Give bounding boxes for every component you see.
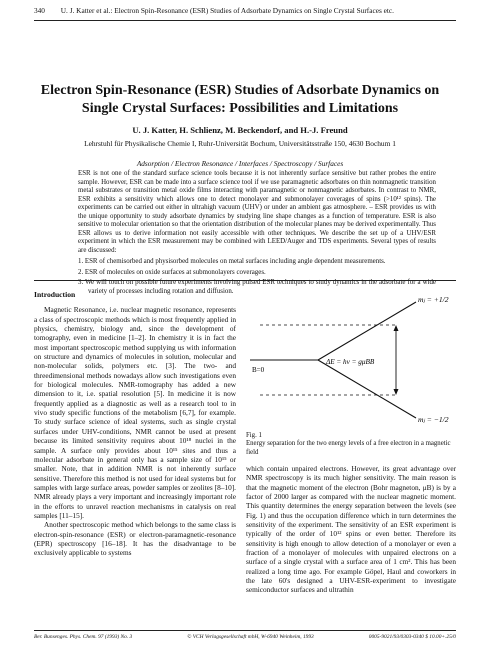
right-paragraph: which contain unpaired electrons. However, its great advantage over NMR spectroscopy is its much higher sensitivity. The main reason is that the magnetic moment of the electron (Bohr magneton, μB) is by a factor of 2000 larger as compared with the nuclear magnetic moment. This quantity determines the energy separation between the levels (see Fig. 1) and thus the occupation difference which in turn determines the sensitivity of the experiment. The sensitivity of an ESR experiment is typically of the order of 10¹² spins or even better. Therefore its sensitivity is high enough to allow detection of a monolayer or even a fraction of a monolayer of molecules with unpaired electrons on a surface of a single crystal with a surface area of 1 cm². This has been realized a long time ago. For example Göpel, Haul and coworkers in the late 60's designed a UHV-ESR-experiment to investigate semiconductor surfaces and ultrathin [246, 464, 456, 595]
energy-level-diagram [246, 288, 458, 428]
abstract [78, 170, 436, 298]
footer-journal: Ber. Bunsenges. Phys. Chem. 97 (1993) No. 3 [34, 634, 133, 640]
footer-code: 0005-9021/93/0303-0340 $ 10.00+.25/0 [368, 634, 456, 640]
figure-energy-levels [246, 288, 458, 428]
page-footer [34, 634, 456, 640]
caption-text: Energy separation for the two energy levels of a free electron in a magnetic field [246, 440, 451, 456]
keywords: Adsorption / Electron Resonance / Interfaces / Spectroscopy / Surfaces [136, 159, 344, 168]
intro-paragraph: Magnetic Resonance, i.e. nuclear magnetic resonance, represents a class of spectroscopic methods which is most frequently applied in physics, chemistry, biology and, since the development of tomography, even in medicine [1–2]. In chemistry it is in fact the most important spectroscopic method supplying us with information on structure and dynamics of molecules in solution, molecular and non-molecular solids, polymers etc. [3]. The two- and threedimensional methods nowadays allow such investigations even for biological molecules. NMR-tomography has added a new dimension to it, i.e. spatial resolution [5]. In medicine it is now frequently applied as a diagnostic as well as a research tool to in vivo study specific functions of the metabolism [6,7], for example. To study surface science of ideal systems, such as single crystal surfaces under UHV-conditions, NMR cannot be used at present because its limited sensitivity requires about 10¹⁸ nuclei in the sample. A surface only provides about 10¹⁵ sites and thus a molecular adsorbate in general only has a sample size of 10¹⁵ or smaller. Note, that in addition NMR is not inherently surface sensitive. Therefore this method is not used for ideal systems but for samples with large surface areas, powder samples or zeolites [8–10]. NMR already plays a very important and increasingly important role in the efforts to unravel reaction mechanisms in catalysis on real samples [11–15]. [34, 305, 236, 520]
figure-caption [246, 432, 456, 457]
section-rule [34, 280, 456, 281]
arrow-head-down [394, 389, 399, 395]
arrow-head-up [394, 325, 399, 331]
label-mj-plus: mⱼ = +1/2 [418, 295, 449, 304]
right-column [246, 464, 456, 595]
header-rule [34, 20, 456, 21]
caption-label: Fig. 1 [246, 432, 262, 439]
affiliation: Lehrstuhl für Physikalische Chemie I, Ruhr-Universität Bochum, Universitätsstraße 150, 4630 Bochum 1 [84, 139, 396, 148]
lower-level-line [318, 360, 416, 418]
left-column [34, 290, 236, 558]
running-header [34, 6, 456, 15]
abstract-item: 2. ESR of molecules on oxide surfaces at submonolayers coverages. [78, 268, 266, 276]
author-list: U. J. Katter, H. Schlienz, M. Beckendorf, and H.-J. Freund [132, 125, 348, 135]
paper-title: Electron Spin-Resonance (ESR) Studies of Adsorbate Dynamics on Single Crystal Surfaces: Possibilities and Limitations [40, 83, 440, 116]
intro-heading: Introduction [34, 290, 76, 299]
label-mj-minus: mⱼ = −1/2 [418, 415, 449, 424]
upper-level-line [318, 302, 416, 360]
intro-paragraph: Another spectroscopic method which belongs to the same class is electron-spin-resonance (ESR) or electron-paramagnetic-resonance (EPR) spectroscopy [16–18]. It has the disadvantage to be exclusively applicable to systems [34, 520, 236, 558]
abstract-item: 3. We will touch on possible future experiments involving pulsed ESR techniques to study dynamics in the adsorbate for a wide variety of processes including rotation and diffusion. [78, 279, 436, 295]
label-delta-e: ΔE = hν = gμBB [326, 358, 375, 366]
label-b0: B=0 [252, 366, 265, 374]
footer-publisher: © VCH Verlagsgesellschaft mbH, W-6940 Weinheim, 1993 [187, 634, 314, 640]
abstract-item: 1. ESR of chemisorbed and physisorbed molecules on metal surfaces including angle dependent measurements. [78, 258, 386, 265]
running-title: U. J. Katter et al.: Electron Spin-Resonance (ESR) Studies of Adsorbate Dynamics on Single Crystal Surfaces etc. [60, 6, 394, 15]
abstract-text: ESR is not one of the standard surface science tools because it is not inherently surface sensitive but rather probes the entire sample. However, ESR can be made into a surface science tool if we use paramagnetic adsorbates on thin nonmagnetic transition metal substrates or transition metal oxide films interacting with paramagnetic or nonmagnetic adsorbates. In contrast to NMR, ESR exhibits a sensitivity which allows one to detect monolayer and submonolayer coverages of spins (>10¹² spins). The experiments can be carried out either in ultrahigh vacuum (UHV) or under an ambient gas atmosphere. – ESR provides us with the unique opportunity to study adsorbate dynamics by studying line shape changes as a function of temperature. ESR is also sensitive to molecular orientation so that the orientation distribution of the molecular planes may be derived experimentally. Thus ESR allows us to derive information not easily accessible with other techniques. We describe the set up of a UHV/ESR experiment in which the ESR measurement may be combined with LEED/Auger and TDS experiments. Several types of results are discussed: [78, 170, 436, 254]
page-number: 340 [34, 6, 45, 15]
footer-rule [34, 630, 456, 631]
